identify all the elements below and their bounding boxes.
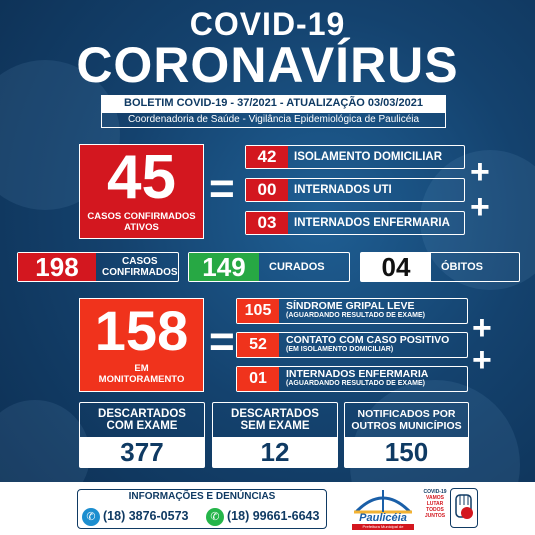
active-item-icu [245, 178, 465, 202]
deaths-box [360, 252, 520, 282]
deaths-value: 04 [361, 253, 431, 281]
campaign-line: LUTAR [426, 501, 444, 507]
plus-sign: + [470, 188, 490, 226]
discarded-without-exam-box [212, 402, 338, 468]
recovered-value: 149 [189, 253, 259, 281]
active-cases-count: 45 [107, 143, 176, 212]
notified-label [345, 408, 468, 432]
equals-sign: = [209, 317, 235, 366]
discarded-value: 377 [80, 437, 204, 467]
monitoring-item-value: 01 [237, 367, 279, 391]
monitoring-item-title: INTERNADOS ENFERMARIA [286, 368, 429, 380]
confirmed-value: 198 [18, 253, 96, 281]
monitoring-item-contact [236, 332, 468, 358]
active-item-value: 03 [246, 212, 288, 234]
municipal-logo [352, 488, 414, 530]
confirmed-label [102, 253, 178, 281]
active-item-label: INTERNADOS ENFERMARIA [294, 217, 450, 229]
monitoring-item-ward [236, 366, 468, 392]
discarded-label-2: COM EXAME [106, 420, 178, 432]
plus-sign: + [472, 309, 492, 347]
phone-contact[interactable] [82, 505, 188, 527]
logo-subtitle: Prefeitura Municipal de [352, 524, 414, 530]
active-item-value: 00 [246, 179, 288, 201]
confirmed-label-1: CASOS [122, 256, 158, 267]
whatsapp-icon: ✆ [206, 508, 224, 526]
active-item-ward [245, 211, 465, 235]
equals-sign: = [209, 164, 235, 213]
coordination-line: Coordenadoria de Saúde - Vigilância Epidemiológica de Paulicéia [101, 112, 446, 128]
notified-label-1: NOTIFICADOS POR [357, 408, 456, 420]
monitoring-item-subtitle: (AGUARDANDO RESULTADO DE EXAME) [286, 312, 425, 319]
active-cases-box [79, 144, 204, 239]
monitoring-item-title: SÍNDROME GRIPAL LEVE [286, 300, 415, 312]
active-item-label: INTERNADOS UTI [294, 184, 392, 196]
recovered-label: CURADOS [269, 260, 325, 273]
confirmed-box [17, 252, 179, 282]
monitoring-box [79, 298, 204, 392]
campaign-line: VAMOS [426, 495, 444, 501]
monitoring-item-subtitle: (AGUARDANDO RESULTADO DE EXAME) [286, 380, 425, 387]
discarded-label [80, 408, 204, 432]
plus-sign: + [472, 341, 492, 379]
stop-hand-icon [450, 488, 478, 528]
active-cases-label-2: ATIVOS [124, 222, 159, 233]
monitoring-item-title: CONTATO COM CASO POSITIVO [286, 334, 450, 346]
campaign-line: COVID-19 [423, 489, 447, 495]
title-coronavirus: CORONAVÍRUS [76, 37, 459, 93]
other-municipalities-box [344, 402, 469, 468]
phone-number: (18) 3876-0573 [103, 509, 189, 523]
contact-title: INFORMAÇÕES E DENÚNCIAS [128, 491, 276, 502]
campaign-line: TODOS [426, 507, 444, 513]
monitoring-item-subtitle: (EM ISOLAMENTO DOMICILIAR) [286, 346, 394, 353]
monitoring-count: 158 [94, 299, 189, 362]
title-covid: COVID-19 [189, 6, 346, 42]
logo-name: Paulicéia [359, 512, 407, 524]
notified-label-2: OUTROS MUNICÍPIOS [351, 420, 462, 432]
confirmed-label-2: CONFIRMADOS [102, 267, 178, 278]
recovered-box [188, 252, 350, 282]
monitoring-label: EM [134, 363, 149, 374]
deaths-label: ÓBITOS [441, 260, 483, 273]
notified-value: 150 [345, 437, 468, 467]
discarded-with-exam-box [79, 402, 205, 468]
discarded-value: 12 [213, 437, 337, 467]
active-item-label: ISOLAMENTO DOMICILIAR [294, 151, 443, 163]
whatsapp-number: (18) 99661-6643 [227, 509, 320, 523]
monitoring-item-value: 52 [237, 333, 279, 357]
discarded-label-1: DESCARTADOS [231, 408, 319, 420]
discarded-label [213, 408, 337, 432]
monitoring-item-value: 105 [237, 299, 279, 323]
active-cases-label: CASOS CONFIRMADOS [87, 211, 196, 222]
monitoring-item-mild-flu [236, 298, 468, 324]
whatsapp-contact[interactable] [206, 505, 319, 527]
discarded-label-1: DESCARTADOS [98, 408, 186, 420]
discarded-label-2: SEM EXAME [240, 420, 310, 432]
monitoring-label-2: MONITORAMENTO [98, 374, 185, 385]
campaign-line: JUNTOS [424, 513, 446, 519]
campaign-text [420, 489, 450, 519]
phone-icon: ✆ [82, 508, 100, 526]
active-item-value: 42 [246, 146, 288, 168]
contact-box [77, 489, 327, 529]
active-item-home-isolation [245, 145, 465, 169]
hand-icon [451, 489, 476, 526]
plus-sign: + [470, 153, 490, 191]
bulletin-banner: BOLETIM COVID-19 - 37/2021 - ATUALIZAÇÃO 03/03/2021 [101, 95, 446, 112]
